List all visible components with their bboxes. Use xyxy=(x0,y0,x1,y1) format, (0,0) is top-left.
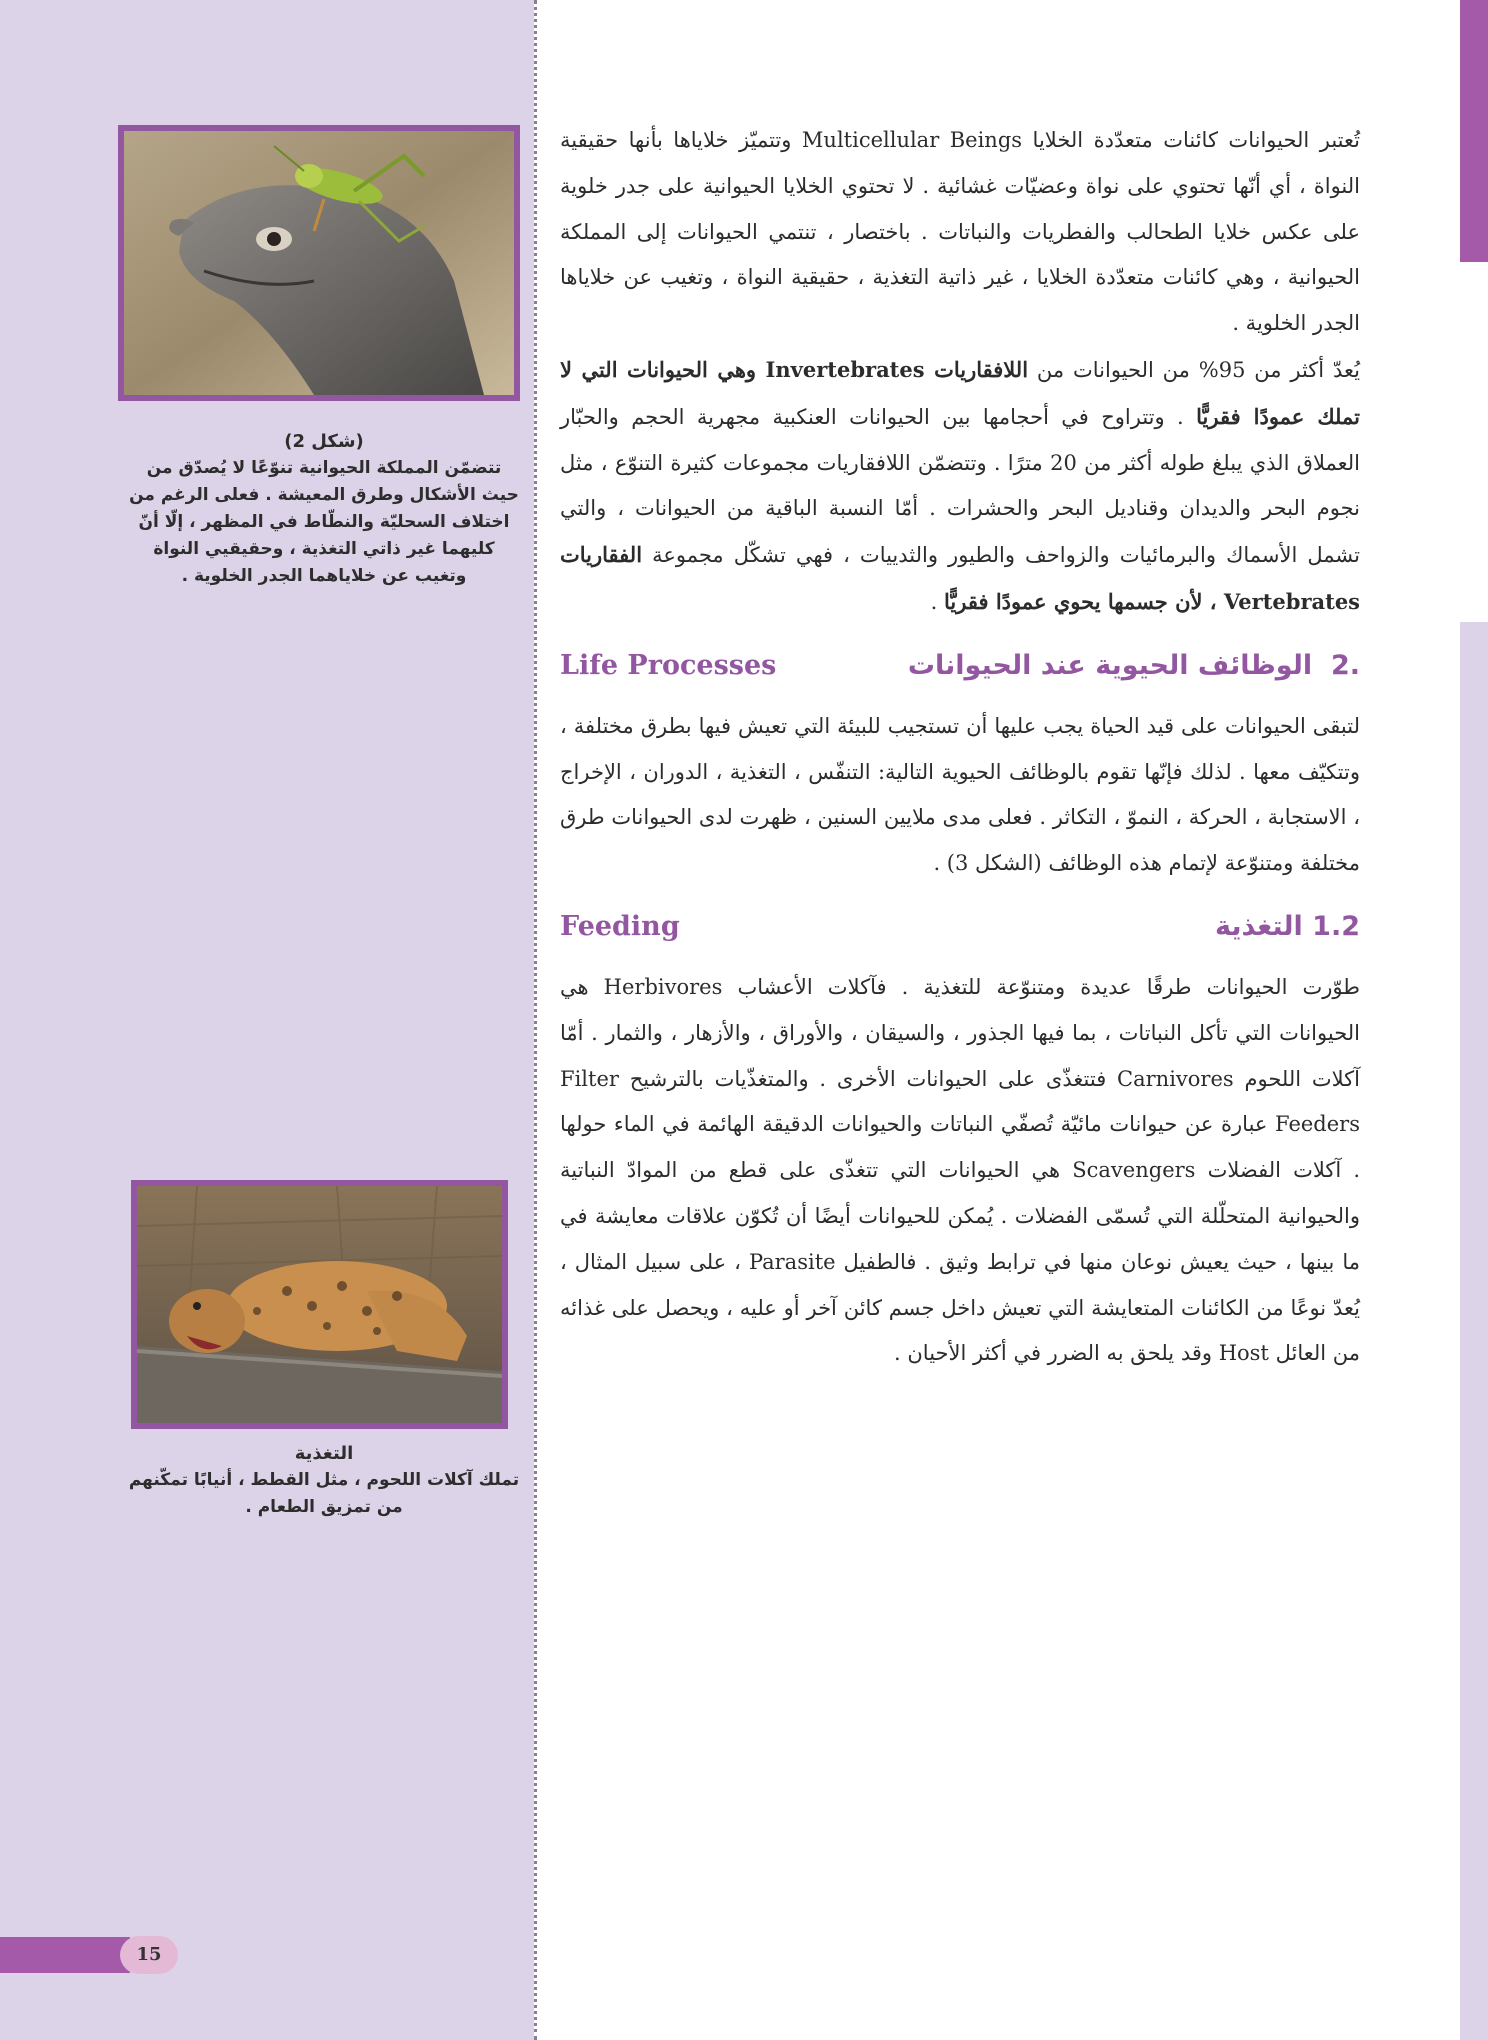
section-2-1-title-ar: التغذية xyxy=(1214,910,1303,942)
p2-part-e: . xyxy=(930,589,945,614)
page-number: 15 xyxy=(120,1936,178,1974)
section-2-heading xyxy=(560,634,1360,698)
figure1-caption xyxy=(128,428,520,590)
section-2-title-en: Life Processes xyxy=(560,649,777,681)
section-2-number: .2 xyxy=(1330,649,1360,681)
edge-tab-accent xyxy=(1460,0,1488,262)
page-number-bar xyxy=(0,1937,130,1973)
figure2-caption-title: التغذية xyxy=(294,1443,354,1464)
lizard-grasshopper-photo xyxy=(118,125,520,401)
wild-cat-photo xyxy=(131,1180,508,1429)
p2-bold-invertebrates: اللافقاريات Invertebrates وهي الحيوانات التي لا تملك عمودًا فقريًّا xyxy=(560,356,1360,429)
p2-part-a: يُعدّ أكثر من 95% من الحيوانات من xyxy=(1028,357,1360,382)
p2-bold-vertebrates: الفقاريات Vertebrates ، لأن جسمها يحوي عمودًا فقريًّا xyxy=(560,542,1360,614)
section-2-1-paragraph: طوّرت الحيوانات طرقًا عديدة ومتنوّعة للتغذية . فآكلات الأعشاب Herbivores هي الحيوانات التي تأكل النباتات ، بما فيها الجذور ، والسيقان ، والأوراق ، والأزهار ، والثمار . أمّا آكلات اللحوم Carnivores فتتغذّى على الحيوانات الأخرى . والمتغذّيات بالترشيح Filter Feeders عبارة عن حيوانات مائيّة تُصفّي النباتات والحيوانات الدقيقة الهائمة في الماء حولها . آكلات الفضلات Scavengers هي الحيوانات التي تتغذّى على قطع من الموادّ النباتية والحيوانية المتحلّلة التي تُسمّى الفضلات . يُمكن للحيوانات أيضًا أن تُكوّن علاقات معايشة في ما بينها ، حيث يعيش نوعان منها في ترابط وثيق . فالطفيل Parasite ، على سبيل المثال ، يُعدّ نوعًا من الكائنات المتعايشة التي تعيش داخل جسم كائن آخر أو عليه ، ويحصل على غذائه من العائل Host وقد يلحق به الضرر في أكثر الأحيان . xyxy=(560,974,1361,1366)
main-content xyxy=(560,118,1360,1377)
dotted-divider xyxy=(534,0,537,2040)
section-2-title xyxy=(908,634,1360,698)
figure1-caption-text: تتضمّن المملكة الحيوانية تنوّعًا لا يُصدّق من حيث الأشكال وطرق المعيشة . فعلى الرغم من اختلاف السحليّة والنطّاط في المظهر ، إلّا أنّ كليهما غير ذاتي التغذية ، وحقيقيي النواة وتغيب عن خلاياهما الجدر الخلوية . xyxy=(129,458,519,586)
figure2-caption xyxy=(128,1440,520,1521)
p2-part-c: . وتتراوح في أحجامها بين الحيوانات العنكبية مجهرية الحجم والحبّار العملاق الذي يبلغ طوله أكثر من 20 مترًا . وتتضمّن اللافقاريات مجموعات كثيرة التنوّع ، مثل نجوم البحر والديدان وقناديل البحر والحشرات . أمّا النسبة الباقية من الحيوانات ، والتي تشمل الأسماك والبرمائيات والزواحف والطيور والثدييات ، فهي تشكّل مجموعة xyxy=(560,404,1361,568)
intro-paragraph-1: تُعتبر الحيوانات كائنات متعدّدة الخلايا Multicellular Beings وتتميّز خلاياها بأنها حقيقية النواة ، أي أنّها تحتوي على نواة وعضيّات غشائية . لا تحتوي الخلايا الحيوانية على جدر خلوية على عكس خلايا الطحالب والفطريات والنباتات . باختصار ، تنتمي الحيوانات إلى المملكة الحيوانية ، وهي كائنات متعدّدة الخلايا ، غير ذاتية التغذية ، حقيقية النواة ، وتغيب عن خلاياها الجدر الخلوية . xyxy=(560,128,1360,336)
figure2-caption-text: تملك آكلات اللحوم ، مثل القطط ، أنيابًا تمكّنهم من تمزيق الطعام . xyxy=(128,1470,520,1517)
section-2-paragraph: لتبقى الحيوانات على قيد الحياة يجب عليها أن تستجيب للبيئة التي تعيش فيها بطرق مختلفة ، وتتكيّف معها . لذلك فإنّها تقوم بالوظائف الحيوية التالية: التنفّس ، التغذية ، الدوران ، الإخراج ، الاستجابة ، الحركة ، النموّ ، التكاثر . فعلى مدى ملايين السنين ، ظهرت لدى الحيوانات طرق مختلفة ومتنوّعة لإتمام هذه الوظائف (الشكل 3) . xyxy=(560,713,1360,876)
edge-tab-light xyxy=(1460,622,1488,2040)
intro-paragraph-2 xyxy=(560,347,1360,626)
section-2-title-ar: الوظائف الحيوية عند الحيوانات xyxy=(907,649,1313,681)
figure1-caption-title: (شكل 2) xyxy=(284,431,364,452)
section-2-1-title xyxy=(1215,895,1360,959)
section-2-1-title-en: Feeding xyxy=(560,910,680,942)
section-2-1-heading xyxy=(560,895,1360,959)
section-2-1-number: 1.2 xyxy=(1312,910,1360,942)
